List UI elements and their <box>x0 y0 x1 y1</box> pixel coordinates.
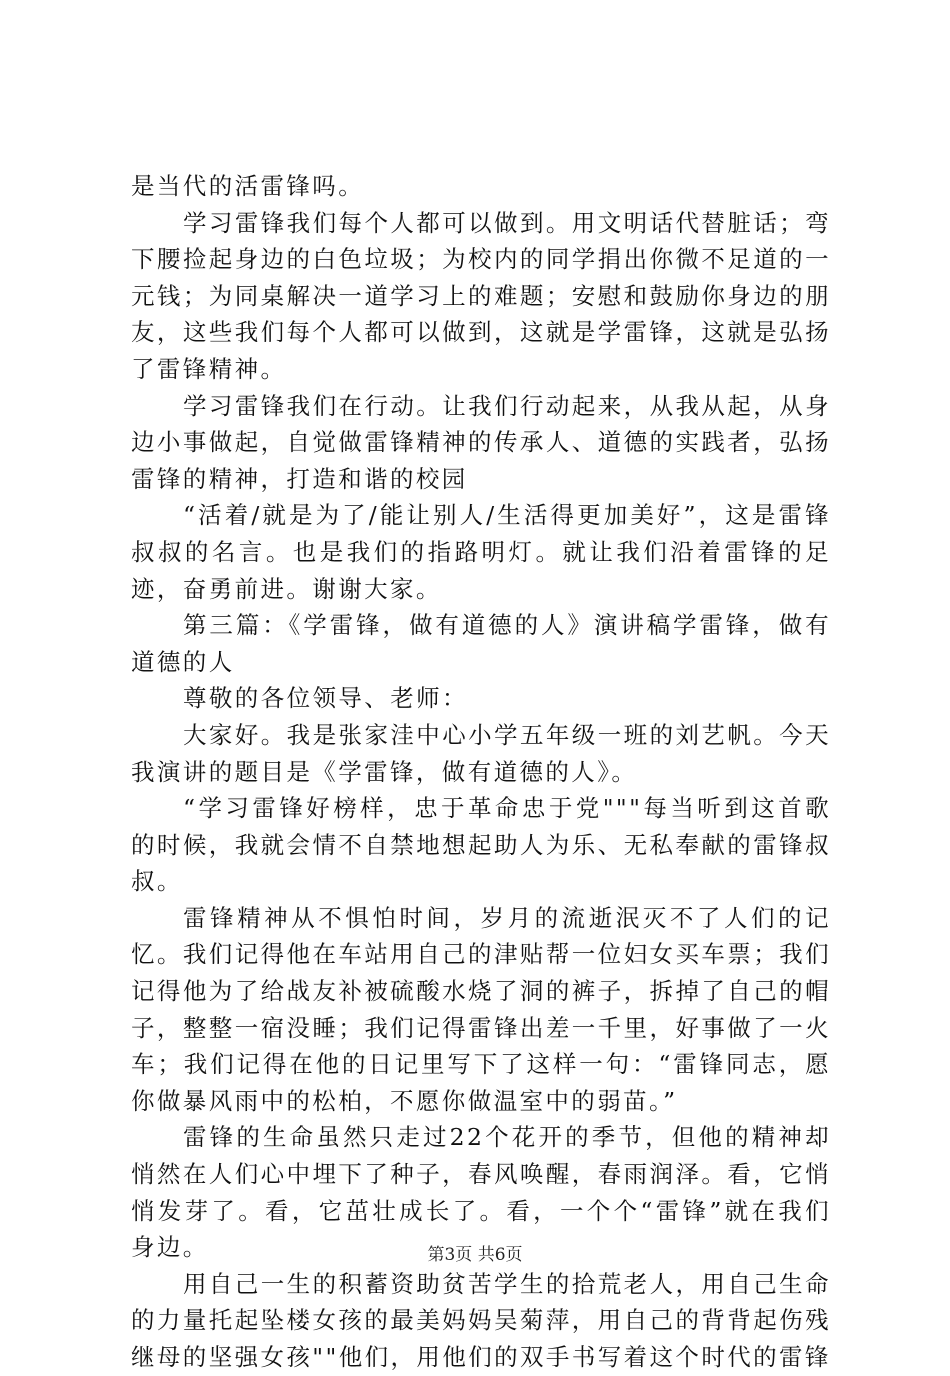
page-footer <box>0 1244 950 1266</box>
document-body <box>131 168 831 1376</box>
salutation: 尊敬的各位领导、老师： <box>183 684 468 713</box>
section-heading: 第三篇：《学雷锋，做有道德的人》演讲稿学雷锋，做有道德的人 <box>131 611 831 676</box>
paragraph-11: 用自己一生的积蓄资助贫苦学生的拾荒老人，用自己生命的力量托起坠楼女孩的最美妈妈吴菊萍，用自己的背背起伤残继母的坚强女孩""他们，用他们的双手书写着这个时代的雷锋 <box>131 1269 831 1371</box>
page-number-label: 第3页 共6页 <box>427 1245 523 1265</box>
paragraph-3: 学习雷锋我们在行动。让我们行动起来，从我从起，从身边小事做起，自觉做雷锋精神的传承人、道德的实践者，弘扬雷锋的精神，打造和谐的校园 <box>131 391 831 493</box>
paragraph-2: 学习雷锋我们每个人都可以做到。用文明话代替脏话；弯下腰捡起身边的白色垃圾；为校内的同学捐出你微不足道的一元钱；为同桌解决一道学习上的难题；安慰和鼓励你身边的朋友，这些我们每个人都可以做到，这就是学雷锋，这就是弘扬了雷锋精神。 <box>131 208 831 383</box>
paragraph-9: 雷锋精神从不惧怕时间，岁月的流逝泯灭不了人们的记忆。我们记得他在车站用自己的津贴帮一位妇女买车票；我们记得他为了给战友补被硫酸水烧了洞的裤子，拆掉了自己的帽子，整整一宿没睡；我们记得雷锋出差一千里，好事做了一火车；我们记得在他的日记里写下了这样一句：“雷锋同志，愿你做暴风雨中的松柏，不愿你做温室中的弱苗。” <box>131 903 831 1115</box>
paragraph-8: “学习雷锋好榜样，忠于革命忠于党"""每当听到这首歌的时候，我就会情不自禁地想起助人为乐、无私奉献的雷锋叔叔。 <box>131 794 831 896</box>
paragraph-7: 大家好。我是张家洼中心小学五年级一班的刘艺帆。今天我演讲的题目是《学雷锋，做有道德的人》。 <box>131 720 831 786</box>
paragraph-10: 雷锋的生命虽然只走过22个花开的季节，但他的精神却悄然在人们心中埋下了种子，春风唤醒，春雨润泽。看，它悄悄发芽了。看，它茁壮成长了。看，一个个“雷锋”就在我们身边。 <box>131 1123 831 1262</box>
paragraph-1: 是当代的活雷锋吗。 <box>131 172 365 200</box>
paragraph-4: “活着/就是为了/能让别人/生活得更加美好”，这是雷锋叔叔的名言。也是我们的指路明灯。就让我们沿着雷锋的足迹，奋勇前进。谢谢大家。 <box>131 501 831 603</box>
